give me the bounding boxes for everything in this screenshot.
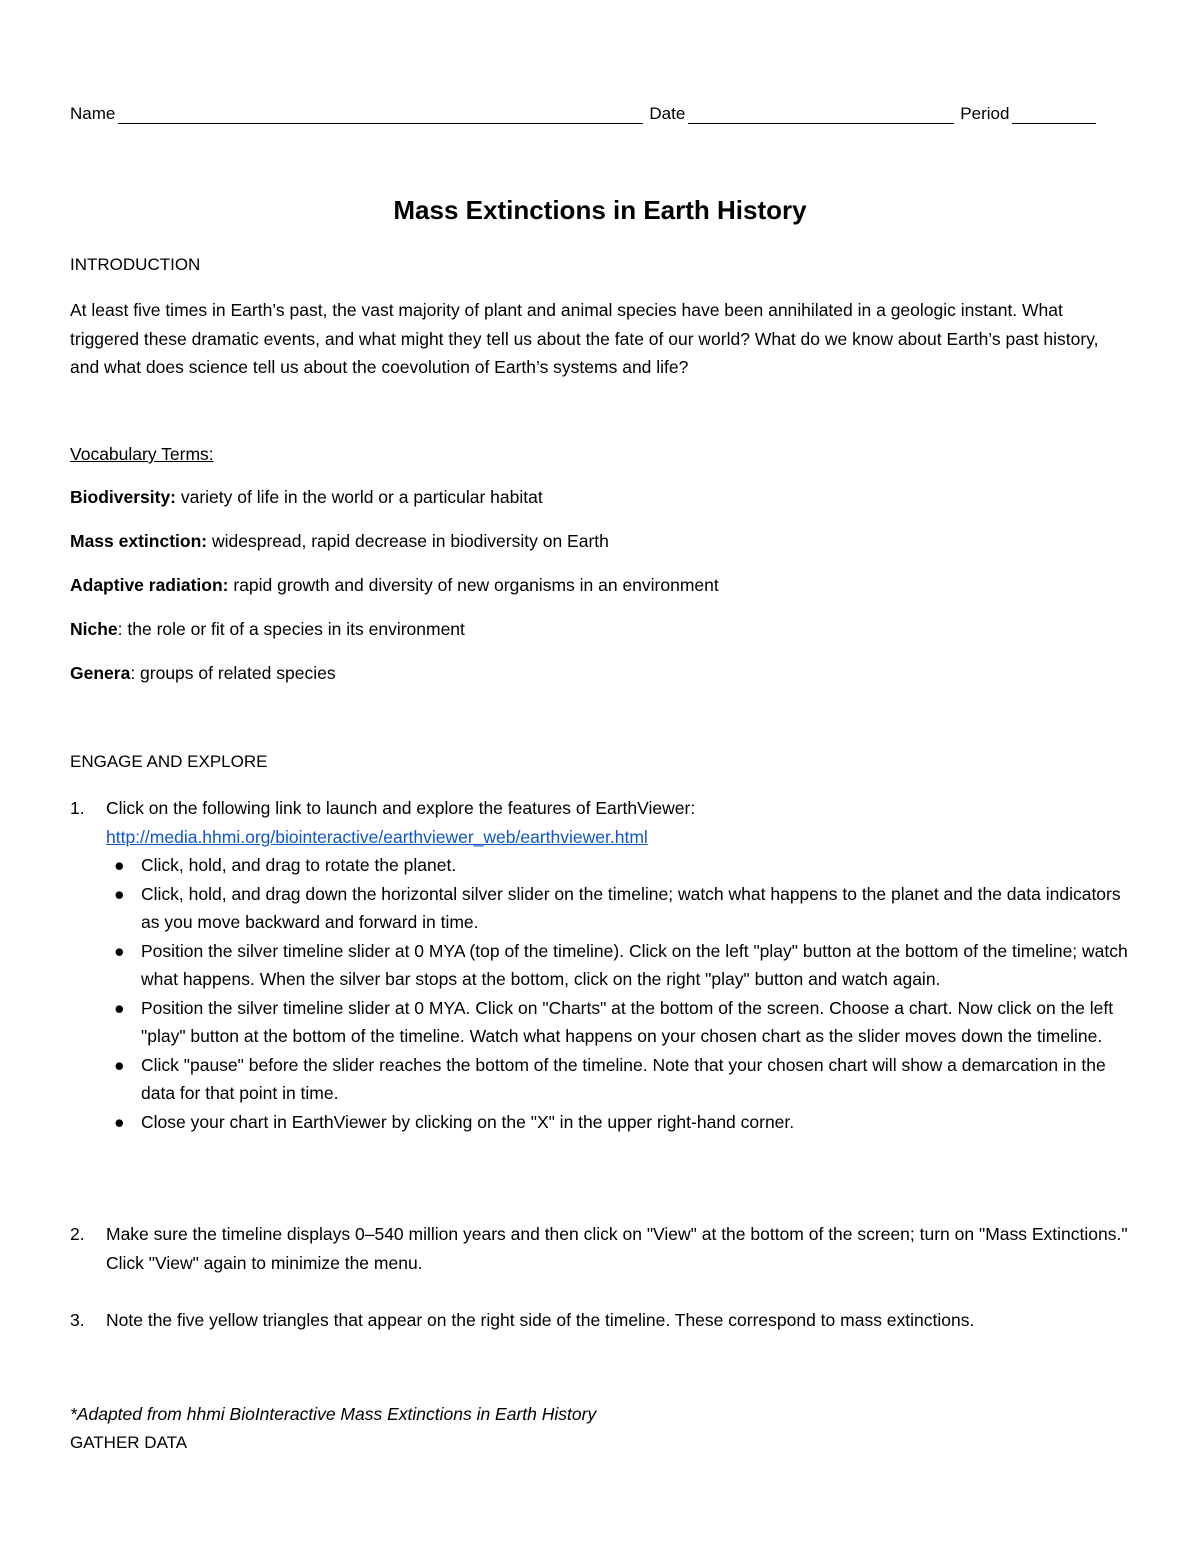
- introduction-heading: INTRODUCTION: [70, 255, 201, 274]
- vocab-item-genera: [70, 663, 1130, 684]
- bullet-icon: ●: [114, 997, 125, 1018]
- step-text: Note the five yellow triangles that appear on the right side of the timeline. These correspond to mass extinctions.: [106, 1310, 975, 1330]
- step-text: Make sure the timeline displays 0–540 million years and then click on "View" at the bottom of the screen; turn on "Mass Extinctions." Click "View" again to minimize the menu.: [106, 1224, 1128, 1273]
- vocab-item-mass-extinction: [70, 531, 1130, 552]
- engage-heading: ENGAGE AND EXPLORE: [70, 752, 268, 771]
- vocab-term: Mass extinction:: [70, 531, 208, 551]
- adapted-footnote: *Adapted from hhmi BioInteractive Mass Extinctions in Earth History: [70, 1404, 597, 1424]
- steps-list: [70, 794, 1130, 1136]
- step-2-container: [70, 1220, 1130, 1277]
- period-label: Period: [960, 104, 1010, 123]
- vocab-term: Niche: [70, 619, 118, 639]
- page-title: Mass Extinctions in Earth History: [393, 195, 807, 225]
- step-number: 1.: [70, 798, 85, 818]
- period-blank[interactable]: [1012, 105, 1096, 124]
- name-label: Name: [70, 104, 116, 123]
- vocab-definition: widespread, rapid decrease in biodiversity on Earth: [207, 531, 609, 551]
- date-label: Date: [649, 104, 686, 123]
- step-text: Click on the following link to launch and explore the features of EarthViewer:: [106, 798, 696, 818]
- vocabulary-heading: Vocabulary Terms:: [70, 444, 214, 464]
- name-blank[interactable]: [118, 105, 643, 124]
- earthviewer-link[interactable]: http://media.hhmi.org/biointeractive/earthviewer_web/earthviewer.html: [106, 826, 648, 847]
- step-3-container: [70, 1306, 1130, 1335]
- list-item: ● Position the silver timeline slider at 0 MYA. Click on "Charts" at the bottom of the screen. Choose a chart. Now click on the left "play" button at the bottom of the timeline. Watch what happens on your chosen chart as the slider moves down the timeline.: [106, 994, 1130, 1051]
- vocab-definition: rapid growth and diversity of new organisms in an environment: [228, 575, 719, 595]
- vocab-item-adaptive-radiation: [70, 575, 1130, 596]
- bullet-icon: ●: [114, 940, 125, 961]
- step-3: [70, 1306, 1130, 1335]
- step-number: 2.: [70, 1224, 85, 1244]
- list-item: ● Click, hold, and drag down the horizontal silver slider on the timeline; watch what happens to the planet and the data indicators as you move backward and forward in time.: [106, 880, 1130, 937]
- vocab-definition: : groups of related species: [130, 663, 336, 683]
- vocab-term: Adaptive radiation:: [70, 575, 229, 595]
- bullet-icon: ●: [114, 1111, 125, 1132]
- bullet-icon: ●: [114, 883, 125, 904]
- list-item: ● Position the silver timeline slider at 0 MYA (top of the timeline). Click on the left "play" button at the bottom of the timeline; watch what happens. When the silver bar stops at the bottom, click on the right "play" button and watch again.: [106, 937, 1130, 994]
- date-blank[interactable]: [688, 105, 954, 124]
- step-number: 3.: [70, 1310, 85, 1330]
- engage-steps: [70, 794, 1130, 1136]
- vocab-item-biodiversity: [70, 487, 1130, 508]
- step-2: [70, 1220, 1130, 1277]
- vocab-item-niche: [70, 619, 1130, 640]
- step-1: [70, 794, 1130, 1136]
- list-item: ● Click, hold, and drag to rotate the planet.: [106, 851, 1130, 880]
- vocab-term: Genera: [70, 663, 131, 683]
- header-fields: [70, 100, 1130, 124]
- introduction-text: At least five times in Earth’s past, the vast majority of plant and animal species have been annihilated in a geologic instant. What triggered these dramatic events, and what might they tell us about the fate of our world? What do we know about Earth’s past history, and what does science tell us about the coevolution of Earth’s systems and life?: [70, 300, 1099, 377]
- list-item: ● Click "pause" before the slider reaches the bottom of the timeline. Note that your chosen chart will show a demarcation in the data for that point in time.: [106, 1051, 1130, 1108]
- list-item: ● Close your chart in EarthViewer by clicking on the "X" in the upper right-hand corner.: [106, 1108, 1130, 1137]
- gather-data-heading: GATHER DATA: [70, 1433, 188, 1452]
- vocab-definition: : the role or fit of a species in its environment: [117, 619, 465, 639]
- bullet-icon: ●: [114, 1054, 125, 1075]
- vocab-term: Biodiversity:: [70, 487, 176, 507]
- step-1-bullets: [106, 851, 1130, 1136]
- vocab-definition: variety of life in the world or a particular habitat: [176, 487, 543, 507]
- bullet-icon: ●: [114, 855, 125, 875]
